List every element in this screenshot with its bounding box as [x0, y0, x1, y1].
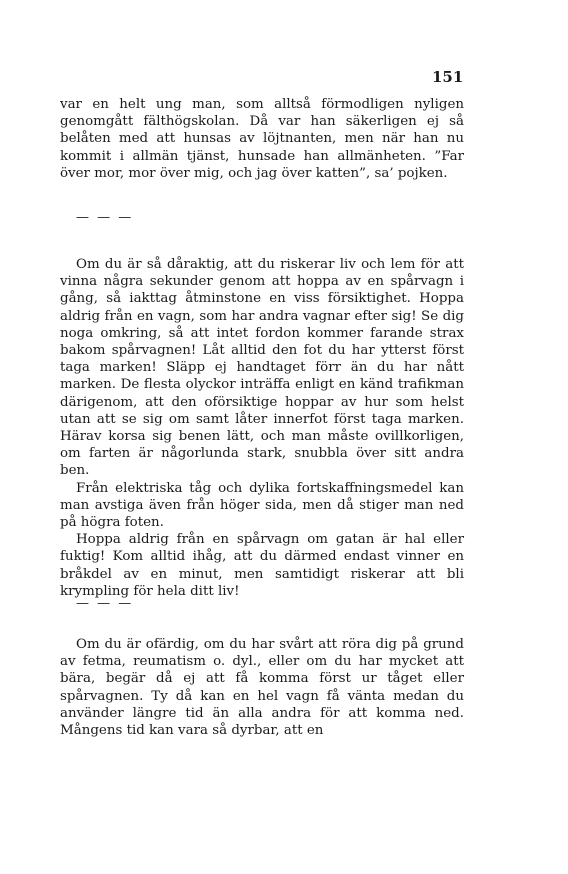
paragraph: Hoppa aldrig från en spårvagn om gatan är hal eller fuktig! Kom alltid ihåg, att du därmed endast vinner en bråkdel av en minut, men samtidigt riskerar att bli krympling för hela ditt liv! — [60, 532, 464, 599]
paragraph: Om du är så dåraktig, att du riskerar liv och lem för att vinna några sekunder genom att hoppa av en spårvagn i gång, så iakttag åtminstone en viss försiktighet. Hoppa aldrig från en vagn, som har andra vagnar efter sig! Se dig noga omkring, så att intet fordon kommer farande strax bakom spårvagnen! Låt alltid den fot du har ytterst först taga marken! Släpp ej handtaget förr än du har nått marken. De flesta olyckor inträffa enligt en känd trafikman därigenom, att den oförsiktige hoppar av hur som helst utan att se sig om samt låter innerfot först taga marken. Härav korsa sig benen lätt, och man måste ovillkorligen, om farten är någorlunda stark, snubbla över sitt andra ben. — [60, 257, 464, 479]
text-section-2 — [60, 256, 464, 600]
section-separator: — — — — [76, 210, 134, 225]
text-section-1 — [60, 96, 464, 182]
section-separator: — — — — [76, 596, 134, 611]
paragraph: var en helt ung man, som alltså förmodligen nyligen genomgått fälthögskolan. Då var han säkerligen ej så belåten med att hunsas av löjtnanten, men när han nu kommit i allmän tjänst, hunsade han allmänheten. ”Far över mor, mor över mig, och jag över katten”, sa’ pojken. — [60, 97, 464, 181]
page-number: 151 — [432, 68, 464, 86]
text-section-3 — [60, 636, 464, 739]
paragraph: Från elektriska tåg och dylika fortskaffningsmedel kan man avstiga även från höger sida, men då stiger man ned på högra foten. — [60, 480, 464, 531]
paragraph: Om du är ofärdig, om du har svårt att röra dig på grund av fetma, reumatism o. dyl., eller om du har mycket att bära, begär då ej att få komma först ur tåget eller spårvagnen. Ty då kan en hel vagn få vänta medan du använder längre tid än alla andra för att komma ned. Mångens tid kan vara så dyrbar, att en — [60, 637, 464, 739]
